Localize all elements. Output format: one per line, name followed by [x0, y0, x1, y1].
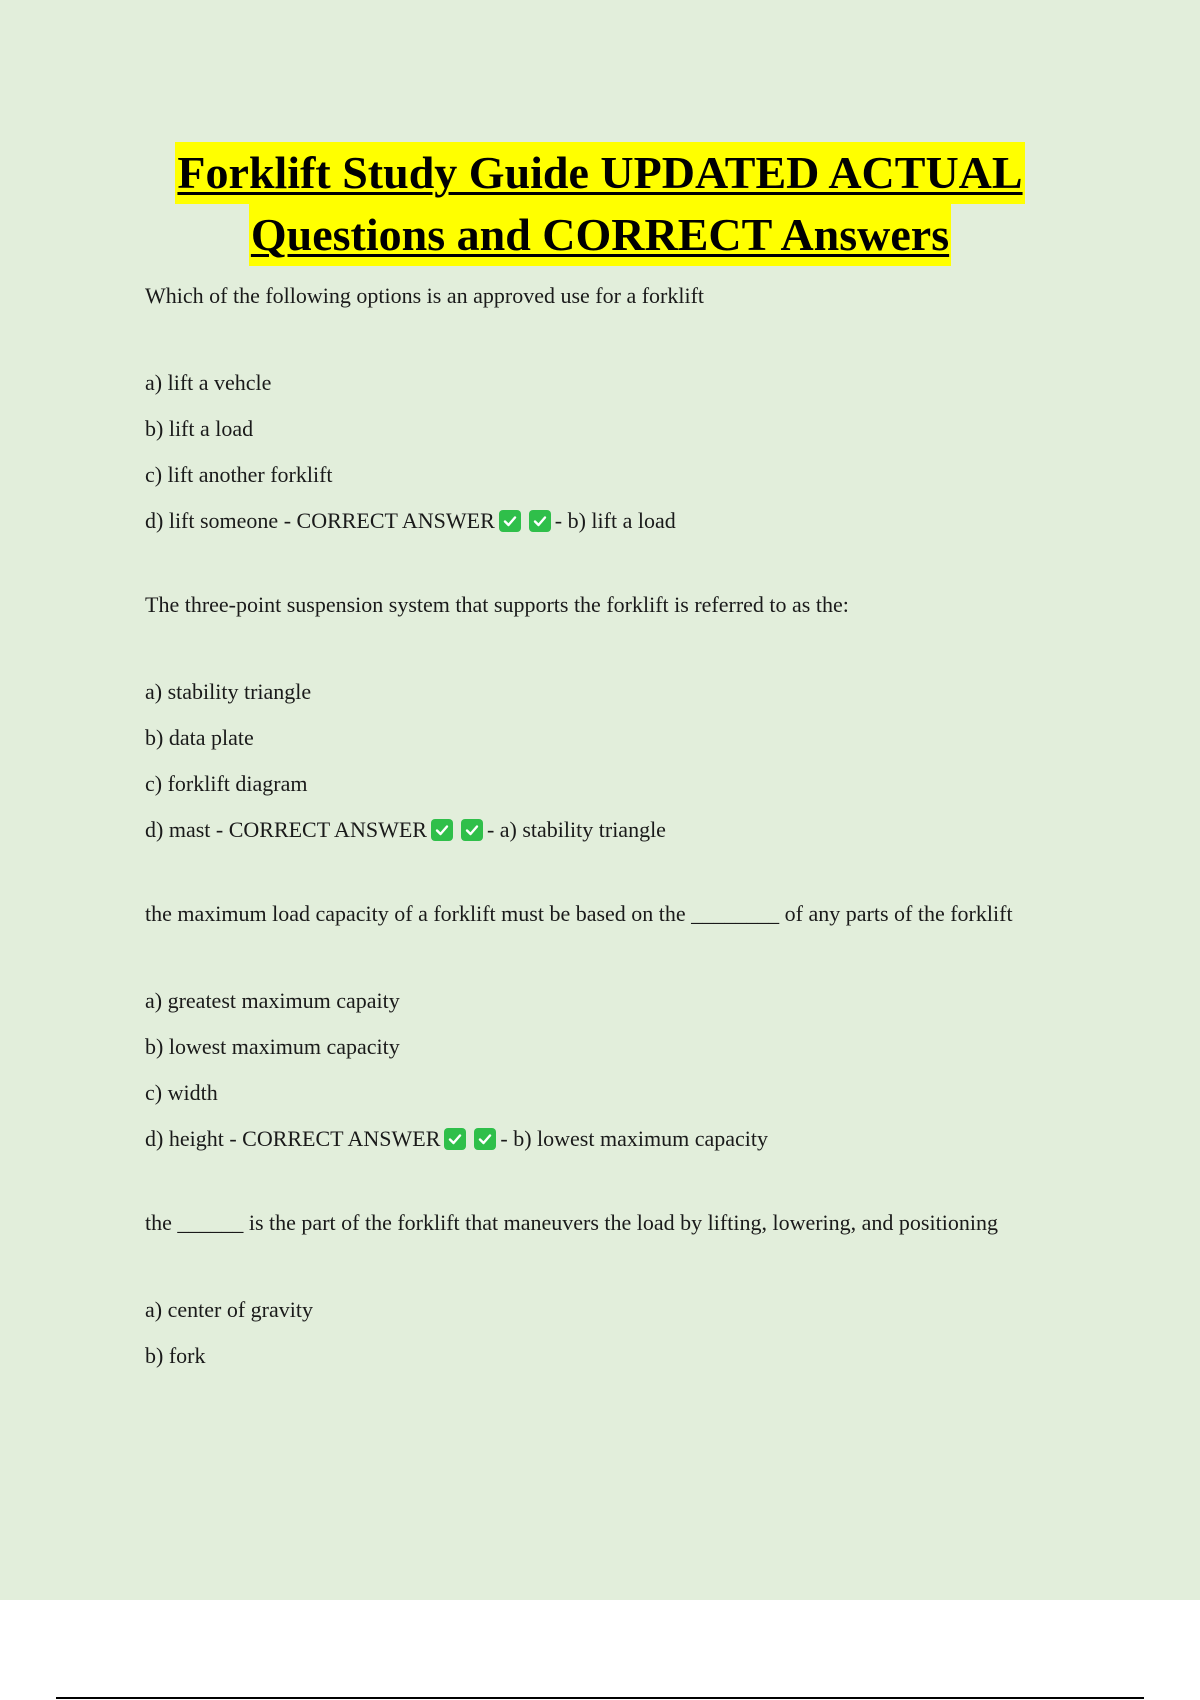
- option-c: c) width: [145, 1080, 218, 1105]
- option-d: d) mast - CORRECT ANSWER: [145, 817, 427, 842]
- option-d: d) height - CORRECT ANSWER: [145, 1126, 441, 1151]
- question-text: The three-point suspension system that supports the forklift is referred to as the:: [145, 592, 849, 617]
- title-line-2: Questions and CORRECT Answers: [249, 204, 951, 266]
- question-text: the ______ is the part of the forklift that maneuvers the load by lifting, lowering, and positioning: [145, 1210, 998, 1235]
- option-b: b) fork: [145, 1343, 206, 1368]
- document-title: [0, 142, 1200, 266]
- question-list: [145, 280, 1105, 1386]
- checkmark-icon: [431, 819, 453, 841]
- option-c: c) forklift diagram: [145, 771, 308, 796]
- option-d-with-answer: [145, 505, 1105, 537]
- option-a: a) lift a vehcle: [145, 370, 272, 395]
- checkmark-icon: [461, 819, 483, 841]
- question-text: Which of the following options is an approved use for a forklift: [145, 283, 705, 308]
- option-a: a) stability triangle: [145, 679, 312, 704]
- checkmark-icon: [529, 510, 551, 532]
- option-d: d) lift someone - CORRECT ANSWER: [145, 508, 495, 533]
- checkmark-icon: [499, 510, 521, 532]
- option-d-with-answer: [145, 814, 1105, 846]
- option-b: b) data plate: [145, 725, 254, 750]
- option-b: b) lowest maximum capacity: [145, 1034, 400, 1059]
- page-divider: [56, 1697, 1144, 1699]
- checkmark-icon: [444, 1128, 466, 1150]
- option-c: c) lift another forklift: [145, 462, 333, 487]
- question-text: the maximum load capacity of a forklift must be based on the ________ of any parts of the forklift: [145, 901, 1013, 926]
- correct-answer: - b) lift a load: [554, 508, 676, 533]
- title-line-1: Forklift Study Guide UPDATED ACTUAL: [175, 142, 1024, 204]
- option-a: a) greatest maximum capaity: [145, 988, 400, 1013]
- checkmark-icon: [474, 1128, 496, 1150]
- option-a: a) center of gravity: [145, 1297, 313, 1322]
- option-b: b) lift a load: [145, 416, 254, 441]
- option-d-with-answer: [145, 1123, 1105, 1155]
- correct-answer: - b) lowest maximum capacity: [500, 1126, 768, 1151]
- correct-answer: - a) stability triangle: [486, 817, 666, 842]
